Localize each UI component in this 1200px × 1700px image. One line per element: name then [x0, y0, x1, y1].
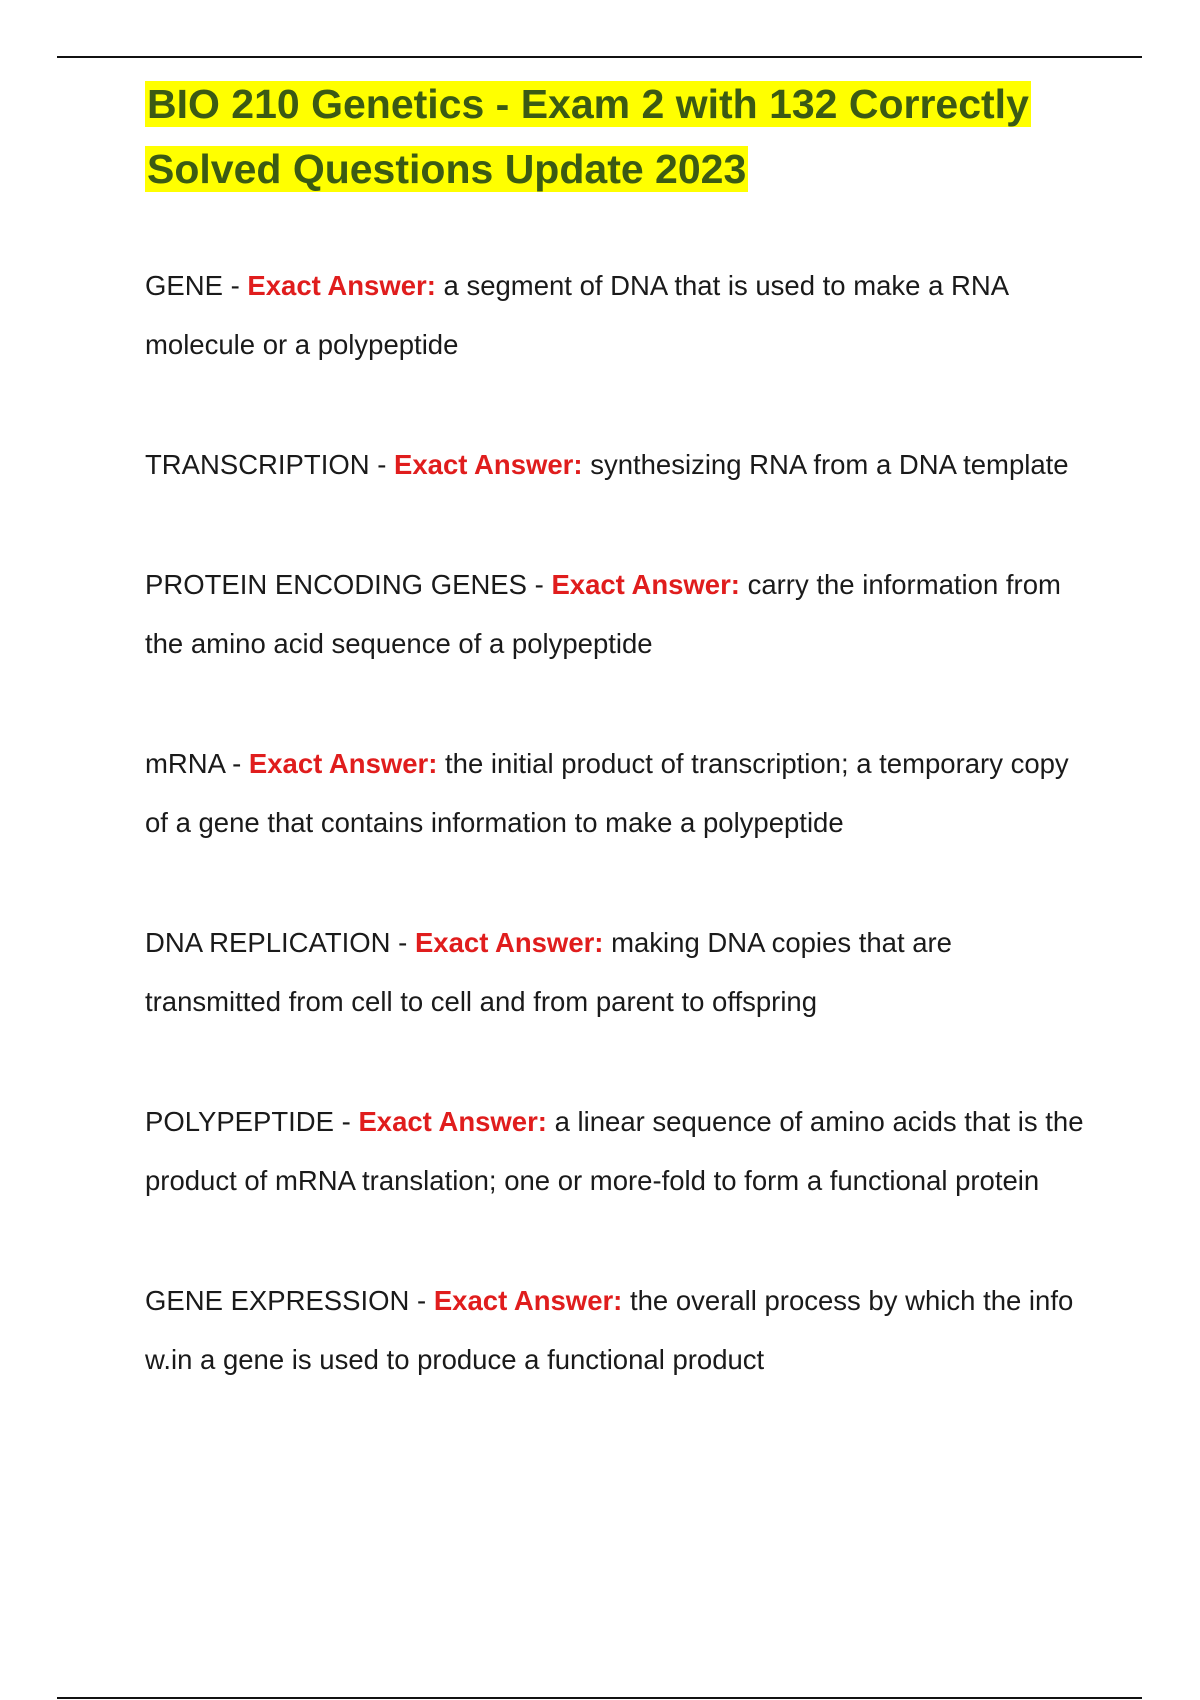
- entry-definition: carry the information from the amino acid sequence of a polypeptide: [145, 569, 1061, 659]
- qa-entry: DNA REPLICATION - Exact Answer: making DNA copies that are transmitted from cell to cell and from parent to offspring: [145, 927, 952, 1017]
- qa-entry: PROTEIN ENCODING GENES - Exact Answer: carry the information from the amino acid sequence of a polypeptide: [145, 569, 1061, 659]
- qa-entry: GENE EXPRESSION - Exact Answer: the overall process by which the info w.in a gene is used to produce a functional product: [145, 1285, 1074, 1375]
- answer-label: Exact Answer:: [394, 449, 583, 480]
- entry-term: POLYPEPTIDE: [145, 1106, 334, 1137]
- qa-entry: mRNA - Exact Answer: the initial product of transcription; a temporary copy of a gene that contains information to make a polypeptide: [145, 748, 1069, 838]
- qa-entry: GENE - Exact Answer: a segment of DNA that is used to make a RNA molecule or a polypeptide: [145, 270, 1008, 360]
- answer-label: Exact Answer:: [433, 1285, 623, 1316]
- entry-term: GENE: [145, 270, 223, 301]
- entry-term: GENE EXPRESSION: [145, 1285, 410, 1316]
- document-header: [145, 72, 1045, 202]
- entry-definition: a segment of DNA that is used to make a RNA molecule or a polypeptide: [145, 270, 1008, 360]
- entry-term: DNA REPLICATION: [145, 927, 391, 958]
- answer-label: Exact Answer:: [248, 748, 438, 779]
- entry-definition: the initial product of transcription; a temporary copy of a gene that contains information to make a polypeptide: [145, 748, 1069, 838]
- entry-term: mRNA: [145, 748, 225, 779]
- bottom-rule: [57, 1697, 1142, 1699]
- answer-label: Exact Answer:: [358, 1106, 547, 1137]
- top-rule: [57, 56, 1142, 58]
- entry-term: TRANSCRIPTION: [145, 449, 370, 480]
- qa-entry: TRANSCRIPTION - Exact Answer: synthesizing RNA from a DNA template: [145, 449, 1069, 480]
- answer-label: Exact Answer:: [247, 270, 436, 301]
- qa-entry: POLYPEPTIDE - Exact Answer: a linear sequence of amino acids that is the product of mRNA translation; one or more-fold to form a functional protein: [145, 1106, 1084, 1196]
- title-highlight: BIO 210 Genetics - Exam 2 with 132 Correctly Solved Questions Update 2023: [147, 81, 1029, 192]
- qa-list: [145, 256, 1095, 1450]
- entry-definition: making DNA copies that are transmitted from cell to cell and from parent to offspring: [145, 927, 952, 1017]
- entry-definition: synthesizing RNA from a DNA template: [590, 449, 1069, 480]
- entry-definition: a linear sequence of amino acids that is the product of mRNA translation; one or more-fold to form a functional protein: [145, 1106, 1084, 1196]
- answer-label: Exact Answer:: [551, 569, 740, 600]
- entry-definition: the overall process by which the info w.in a gene is used to produce a functional product: [145, 1285, 1074, 1375]
- document-title: [145, 72, 1045, 202]
- entry-term: PROTEIN ENCODING GENES: [145, 569, 527, 600]
- answer-label: Exact Answer:: [414, 927, 604, 958]
